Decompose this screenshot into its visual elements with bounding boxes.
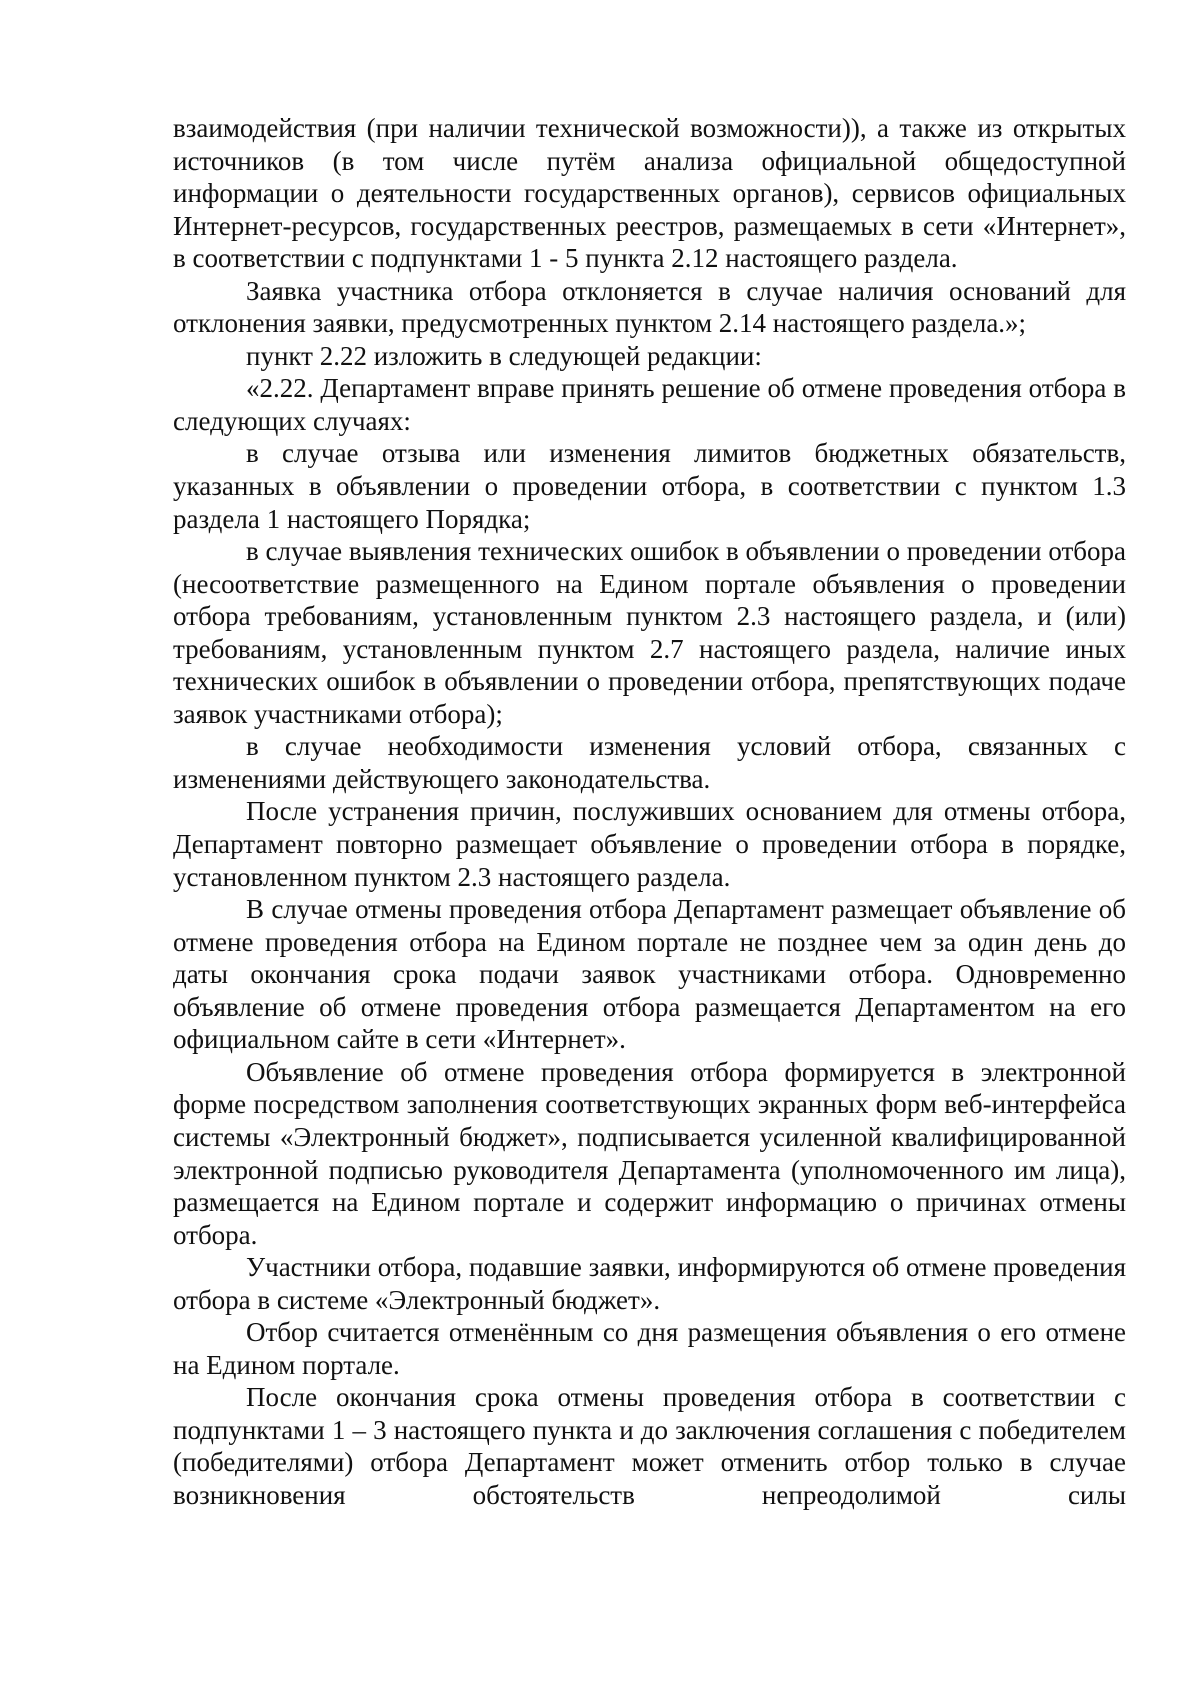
paragraph-amendment-intro: пункт 2.22 изложить в следующей редакции: xyxy=(246,340,762,371)
paragraph-application-rejection: Заявка участника отбора отклоняется в случае наличия оснований для отклонения заявки, предусмотренных пунктом 2.14 настоящего раздела.»; xyxy=(173,275,1126,339)
paragraph-cancellation-effective: Отбор считается отменённым со дня размещения объявления о его отмене на Едином портале. xyxy=(173,1317,1126,1380)
paragraph-force-majeure: После окончания срока отмены проведения отбора в соответствии с подпунктами 1 – 3 настоящего пункта и до заключения соглашения с победителем (победителями) отбора Департамент может отменить отбор только в случае возникновения обстоятельств непреодолимой силы xyxy=(173,1382,1126,1510)
paragraph-case-budget-limits: в случае отзыва или изменения лимитов бюджетных обязательств, указанных в объявлении о проведении отбора, в соответствии с пунктом 1.3 раздела 1 настоящего Порядка; xyxy=(173,438,1126,534)
paragraph-repeat-announcement: После устранения причин, послуживших основанием для отмены отбора, Департамент повторно размещает объявление о проведении отбора в порядке, установленном пунктом 2.3 настоящего раздела. xyxy=(173,796,1126,892)
paragraph-case-legislation-changes: в случае необходимости изменения условий отбора, связанных с изменениями действующего законодательства. xyxy=(173,731,1126,794)
paragraph-cancellation-form: Объявление об отмене проведения отбора формируется в электронной форме посредством заполнения соответствующих экранных форм веб-интерфейса системы «Электронный бюджет», подписывается усиленной квалифицированной электронной подписью руководителя Департамента (уполномоченного им лица), размещается на Едином портале и содержит информацию о причинах отмены отбора. xyxy=(173,1056,1126,1250)
paragraph-cancellation-publication: В случае отмены проведения отбора Департамент размещает объявление об отмене проведения отбора на Едином портале не позднее чем за один день до даты окончания срока подачи заявок участниками отбора. Одновременно объявление об отмене проведения отбора размещается Департаментом на его официальном сайте в сети «Интернет». xyxy=(173,894,1126,1055)
document-body xyxy=(173,112,1126,1512)
paragraph-participants-informed: Участники отбора, подавшие заявки, информируются об отмене проведения отбора в системе «Электронный бюджет». xyxy=(173,1252,1126,1315)
paragraph-2-22-heading: «2.22. Департамент вправе принять решение об отмене проведения отбора в следующих случаях: xyxy=(173,373,1126,436)
paragraph-continuation: взаимодействия (при наличии технической возможности)), а также из открытых источников (в том числе путём анализа официальной общедоступной информации о деятельности государственных органов), сервисов официальных Интернет-ресурсов, государственных реестров, размещаемых в сети «Интернет», в соответствии с подпунктами 1 - 5 пункта 2.12 настоящего раздела. xyxy=(173,113,1126,274)
paragraph-case-technical-errors: в случае выявления технических ошибок в объявлении о проведении отбора (несоответствие размещенного на Едином портале объявления о проведении отбора требованиям, установленным пунктом 2.3 настоящего раздела, и (или) требованиям, установленным пунктом 2.7 настоящего раздела, наличие иных технических ошибок в объявлении о проведении отбора, препятствующих подаче заявок участниками отбора); xyxy=(173,536,1126,729)
